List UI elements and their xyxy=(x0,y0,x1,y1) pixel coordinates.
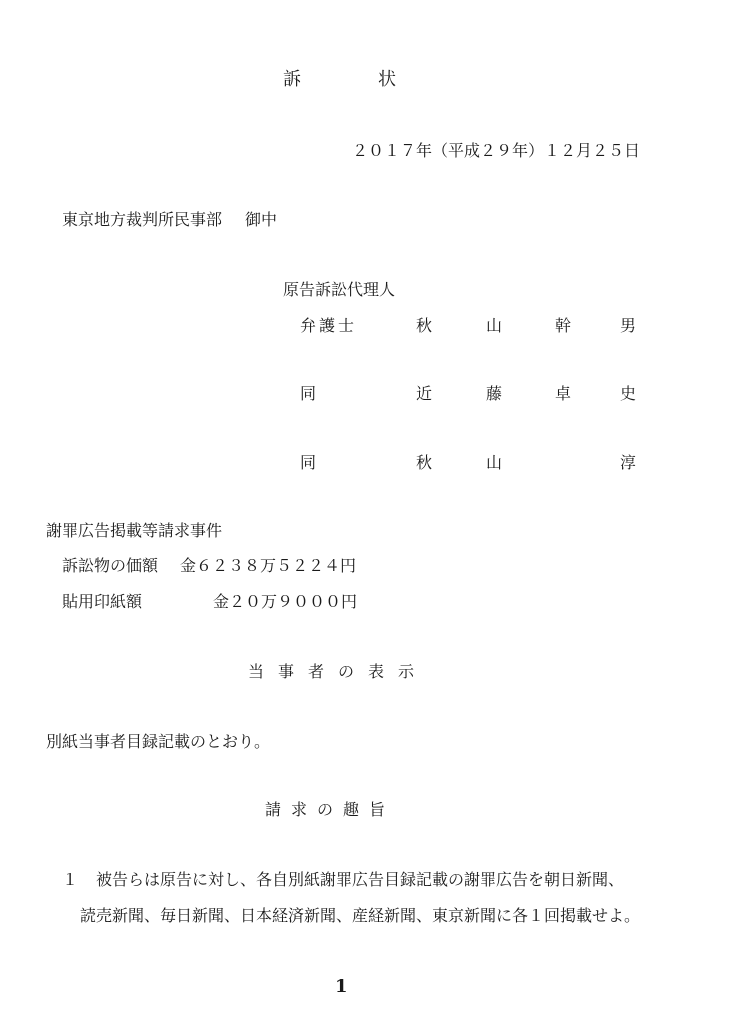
claim-item-line-2: 読売新聞、毎日新聞、日本経済新聞、産経新聞、東京新聞に各１回掲載せよ。 xyxy=(80,906,641,925)
agent-2-name-char: 近 xyxy=(416,384,433,403)
claim-item-number: １ xyxy=(62,870,79,889)
title-char-1: 訴 xyxy=(283,69,301,90)
stamp-fee: 金２０万９０００円 xyxy=(213,592,358,611)
agent-2-name-char: 卓 xyxy=(555,384,572,403)
parties-text: 別紙当事者目録記載のとおり。 xyxy=(46,732,271,751)
agent-2-name-char: 藤 xyxy=(486,384,503,403)
agent-1-name-char: 幹 xyxy=(555,316,572,335)
claim-item-line-1: 被告らは原告に対し、各自別紙謝罪広告目録記載の謝罪広告を朝日新聞、 xyxy=(96,870,625,889)
court-name: 東京地方裁判所民事部 xyxy=(62,210,223,229)
claim-value: 金６２３８万５２２４円 xyxy=(180,556,357,575)
agent-1-name-char: 山 xyxy=(486,316,503,335)
agent-1-name-char: 秋 xyxy=(416,316,433,335)
court-honorific: 御中 xyxy=(245,210,278,229)
agent-heading: 原告訴訟代理人 xyxy=(283,280,396,299)
claim-heading: 請求の趣旨 xyxy=(265,800,396,819)
agent-3-name-char: 山 xyxy=(486,453,503,472)
agent-2-name-char: 史 xyxy=(620,384,637,403)
title-char-2: 状 xyxy=(378,69,396,90)
agent-3-role: 同 xyxy=(300,453,317,472)
agent-2-role: 同 xyxy=(300,384,317,403)
page-number: 1 xyxy=(335,976,348,997)
parties-heading: 当事者の表示 xyxy=(248,662,429,681)
case-name: 謝罪広告掲載等請求事件 xyxy=(46,521,223,540)
document-date: ２０１７年（平成２９年）１２月２５日 xyxy=(352,141,641,160)
agent-1-name-char: 男 xyxy=(620,316,637,335)
agent-3-name-char: 秋 xyxy=(416,453,433,472)
agent-1-role: 弁護士 xyxy=(300,316,358,335)
claim-value-label: 訴訟物の価額 xyxy=(62,556,159,575)
agent-3-name-char: 淳 xyxy=(620,453,637,472)
stamp-fee-label: 貼用印紙額 xyxy=(62,592,143,611)
